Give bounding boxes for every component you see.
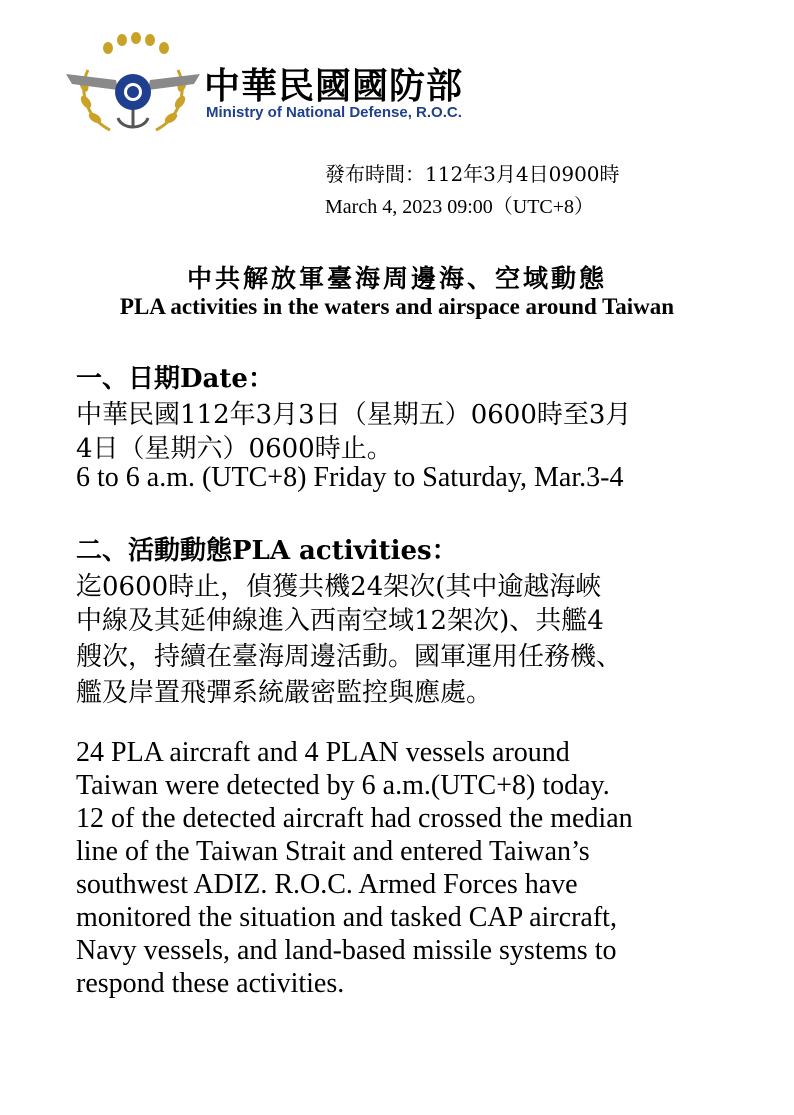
section-date-line-en: 6 to 6 a.m. (UTC+8) Friday to Saturday, Mar.3-4 <box>76 462 624 493</box>
paragraph-line: monitored the situation and tasked CAP aircraft, <box>76 902 617 933</box>
section-activities-line-zh: 艘次，持續在臺海周邊活動。國軍運用任務機、 <box>76 642 623 672</box>
release-time-en: March 4, 2023 09:00（UTC+8） <box>325 196 595 218</box>
organization-name-zh: 中華民國國防部 <box>204 66 464 107</box>
document-title-en: PLA activities in the waters and airspace around Taiwan <box>119 294 675 319</box>
document-title-zh: 中共解放軍臺海周邊海、空域動態 <box>186 264 607 293</box>
paragraph-line: southwest ADIZ. R.O.C. Armed Forces have <box>76 869 578 900</box>
paragraph-line: Navy vessels, and land-based missile systems to <box>76 935 617 966</box>
paragraph-line: Taiwan were detected by 6 a.m.(UTC+8) today. <box>76 770 610 801</box>
section-activities-heading: 二、活動動態PLA activities： <box>76 536 458 566</box>
mnd-emblem-icon <box>58 30 208 142</box>
activities-paragraph-en <box>76 736 633 1000</box>
section-activities-line-zh: 迄0600時止，偵獲共機24架次(其中逾越海峽 <box>76 572 602 602</box>
paragraph-line: line of the Taiwan Strait and entered Taiwan’s <box>76 836 590 867</box>
section-date-line-zh: 中華民國112年3月3日（星期五）0600時至3月 <box>76 400 632 430</box>
release-time-zh: 發布時間：112年3月4日0900時 <box>325 162 620 186</box>
paragraph-line: 12 of the detected aircraft had crossed the median <box>76 803 633 834</box>
section-activities-line-zh: 中線及其延伸線進入西南空域12架次)、共艦4 <box>76 606 604 636</box>
paragraph-line: respond these activities. <box>76 968 345 999</box>
section-activities-line-zh: 艦及岸置飛彈系統嚴密監控與應處。 <box>76 678 493 708</box>
organization-name-en: Ministry of National Defense, R.O.C. <box>206 104 462 121</box>
section-date-heading: 一、日期Date： <box>76 364 274 394</box>
paragraph-line: 24 PLA aircraft and 4 PLAN vessels around <box>76 737 570 768</box>
section-date-line-zh: 4日（星期六）0600時止。 <box>76 434 393 464</box>
